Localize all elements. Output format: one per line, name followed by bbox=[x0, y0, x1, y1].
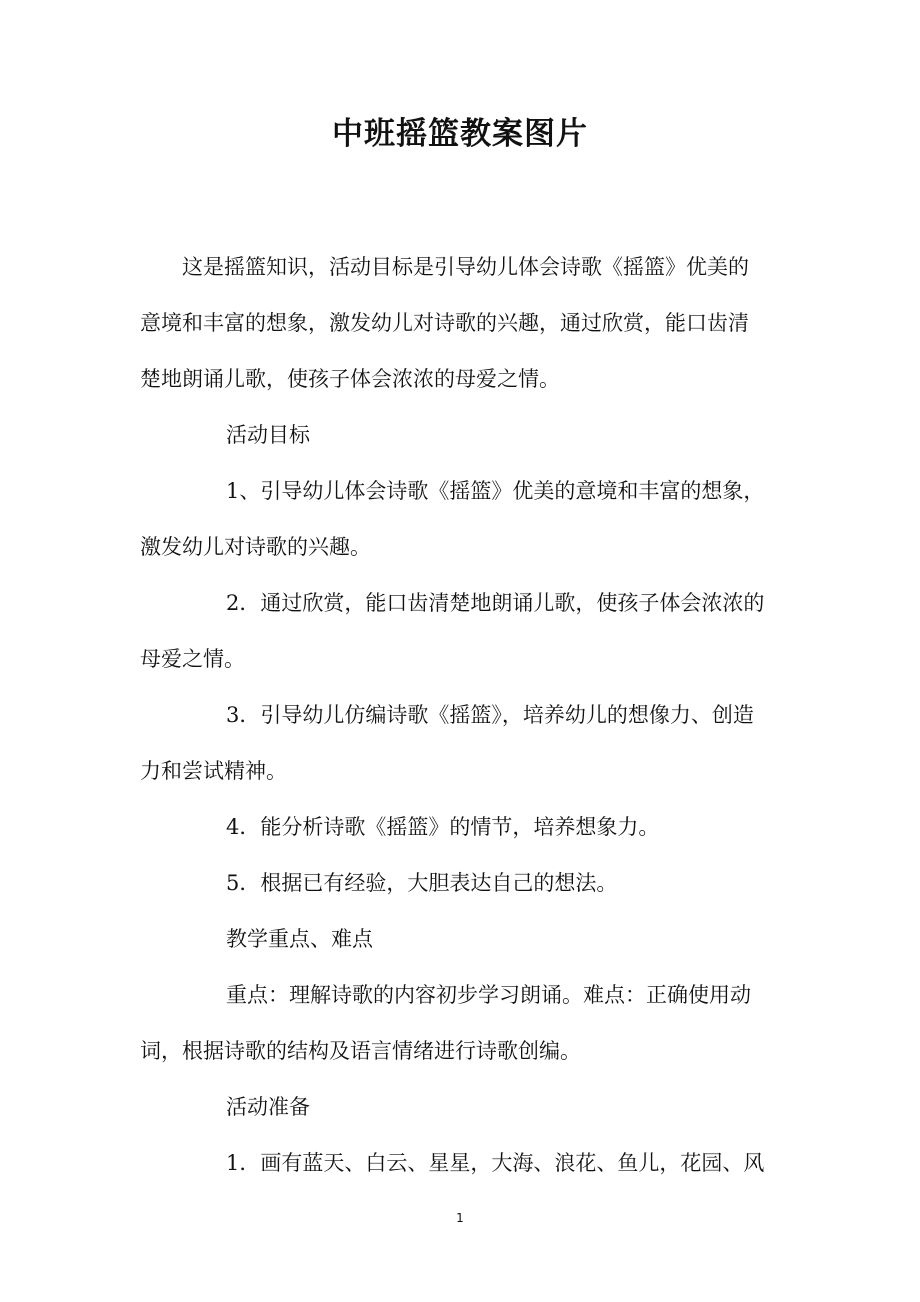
paragraph-line: 楚地朗诵儿歌，使孩子体会浓浓的母爱之情。 bbox=[140, 367, 560, 391]
paragraph-line: 重点：理解诗歌的内容初步学习朗诵。难点：正确使用动 bbox=[226, 983, 751, 1007]
list-item-line: 2．通过欣赏，能口齿清楚地朗诵儿歌，使孩子体会浓浓的 bbox=[226, 591, 765, 615]
list-item-line: 激发幼儿对诗歌的兴趣。 bbox=[140, 535, 371, 559]
list-item-line: 5．根据已有经验，大胆表达自己的想法。 bbox=[226, 871, 618, 895]
section-heading: 活动目标 bbox=[226, 423, 310, 447]
paragraph-line: 意境和丰富的想象，激发幼儿对诗歌的兴趣，通过欣赏，能口齿清 bbox=[140, 311, 749, 335]
page-number: 1 bbox=[456, 1211, 464, 1225]
document-body bbox=[140, 239, 780, 1191]
paragraph-line: 这是摇篮知识，活动目标是引导幼儿体会诗歌《摇篮》优美的 bbox=[182, 255, 749, 279]
list-item-line: 4．能分析诗歌《摇篮》的情节，培养想象力。 bbox=[226, 815, 660, 839]
list-item-line: 1、引导幼儿体会诗歌《摇篮》优美的意境和丰富的想象， bbox=[226, 479, 765, 503]
list-item-line: 3．引导幼儿仿编诗歌《摇篮》，培养幼儿的想像力、创造 bbox=[226, 703, 754, 727]
section-heading: 活动准备 bbox=[226, 1095, 310, 1119]
list-item-line: 1．画有蓝天、白云、星星，大海、浪花、鱼儿，花园、风 bbox=[226, 1151, 765, 1175]
document-title: 中班摇篮教案图片 bbox=[332, 116, 588, 152]
list-item-line: 力和尝试精神。 bbox=[140, 759, 287, 783]
list-item-line: 母爱之情。 bbox=[140, 647, 245, 671]
paragraph-line: 词，根据诗歌的结构及语言情绪进行诗歌创编。 bbox=[140, 1039, 581, 1063]
section-heading: 教学重点、难点 bbox=[226, 927, 373, 951]
